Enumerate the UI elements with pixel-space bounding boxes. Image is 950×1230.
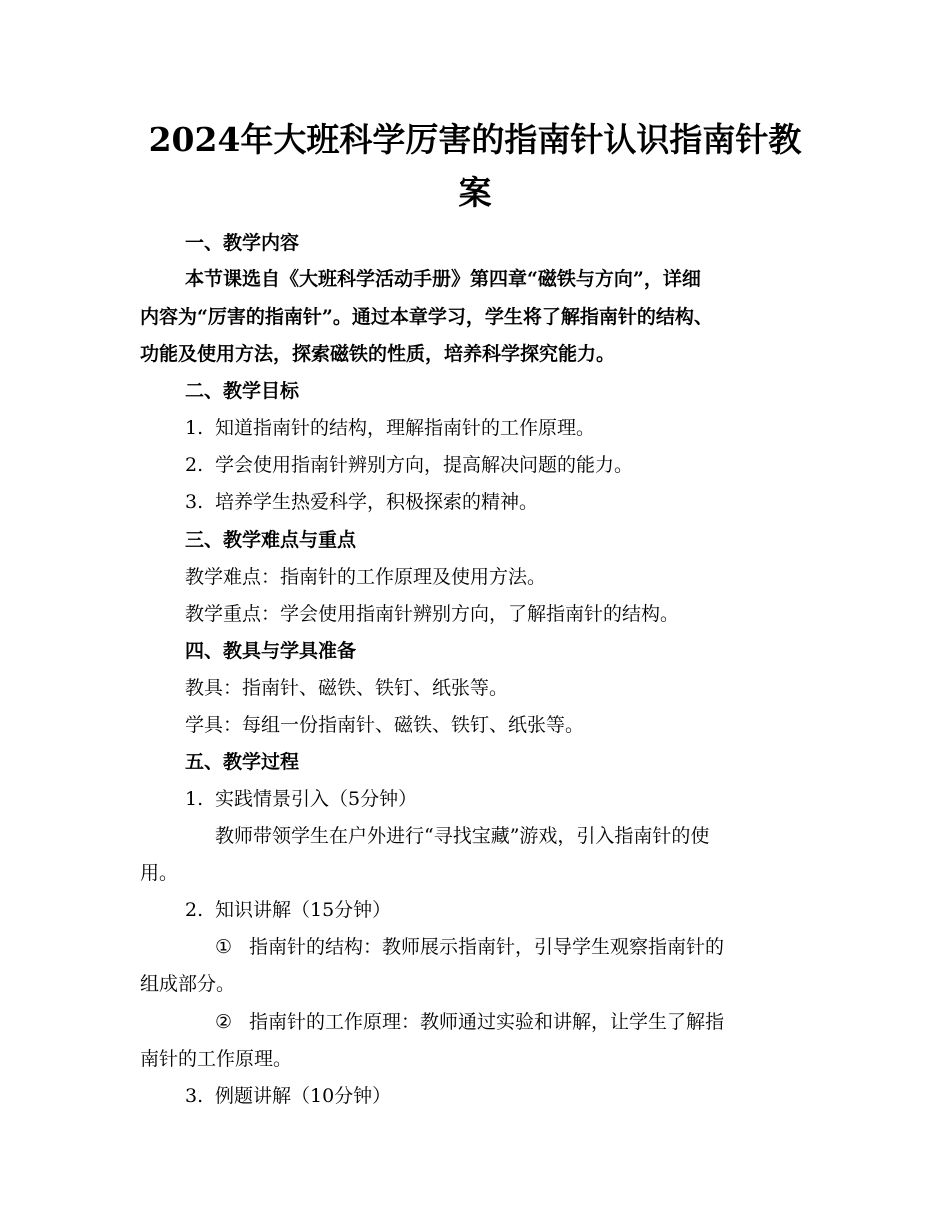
sub-item-line2: 组成部分。 — [140, 973, 236, 995]
student-materials-line: 学具：每组一份指南针、磁铁、铁钉、纸张等。 — [185, 714, 585, 736]
process-step-title — [185, 786, 417, 812]
section-content-para-line1: 本节课选自《大班科学活动手册》第四章“磁铁与方向”，详细 — [185, 268, 701, 290]
list-item-text: 培养学生热爱科学，积极探索的精神。 — [215, 491, 539, 513]
section-heading-goals: 二、教学目标 — [185, 380, 300, 402]
list-item-number: 3. — [185, 491, 204, 513]
sub-item-text: 指南针的工作原理：教师通过实验和讲解，让学生了解指 — [249, 1011, 725, 1033]
section-heading-difficulties: 三、教学难点与重点 — [185, 529, 357, 551]
section-heading-process: 五、教学过程 — [185, 751, 300, 773]
list-item — [185, 489, 538, 515]
circled-number-marker: ② — [215, 1011, 233, 1033]
step-title-text: 实践情景引入（5分钟） — [215, 788, 418, 810]
document-title-line2: 案 — [458, 173, 492, 212]
sub-item-line1 — [215, 934, 724, 960]
step-number: 1. — [185, 788, 204, 810]
list-item-number: 2. — [185, 454, 204, 476]
sub-item-text: 指南针的结构：教师展示指南针，引导学生观察指南针的 — [249, 936, 725, 958]
list-item — [185, 415, 595, 441]
difficulty-line: 教学难点：指南针的工作原理及使用方法。 — [185, 566, 547, 588]
process-step-title — [185, 897, 391, 923]
key-point-line: 教学重点：学会使用指南针辨别方向，了解指南针的结构。 — [185, 603, 680, 625]
teacher-materials-line: 教具：指南针、磁铁、铁钉、纸张等。 — [185, 677, 509, 699]
section-content-para-line3: 功能及使用方法，探索磁铁的性质，培养科学探究能力。 — [140, 343, 616, 365]
step-number: 2. — [185, 899, 204, 921]
sub-item-line1 — [215, 1009, 724, 1035]
list-item-number: 1. — [185, 417, 204, 439]
step-para-line2: 用。 — [140, 862, 179, 884]
section-heading-content: 一、教学内容 — [185, 232, 300, 254]
list-item-text: 知道指南针的结构，理解指南针的工作原理。 — [215, 417, 596, 439]
process-step-title — [185, 1083, 391, 1109]
step-para-line1: 教师带领学生在户外进行“寻找宝藏”游戏，引入指南针的使 — [215, 825, 710, 847]
step-title-text: 例题讲解（10分钟） — [215, 1085, 392, 1107]
circled-number-marker: ① — [215, 936, 233, 958]
list-item — [185, 452, 633, 478]
section-content-para-line2: 内容为“厉害的指南针”。通过本章学习，学生将了解指南针的结构、 — [140, 306, 713, 328]
list-item-text: 学会使用指南针辨别方向，提高解决问题的能力。 — [215, 454, 634, 476]
section-heading-materials: 四、教具与学具准备 — [185, 640, 357, 662]
step-number: 3. — [185, 1085, 204, 1107]
step-title-text: 知识讲解（15分钟） — [215, 899, 392, 921]
document-title-line1: 2024年大班科学厉害的指南针认识指南针教 — [148, 120, 802, 159]
sub-item-line2: 南针的工作原理。 — [140, 1048, 293, 1070]
